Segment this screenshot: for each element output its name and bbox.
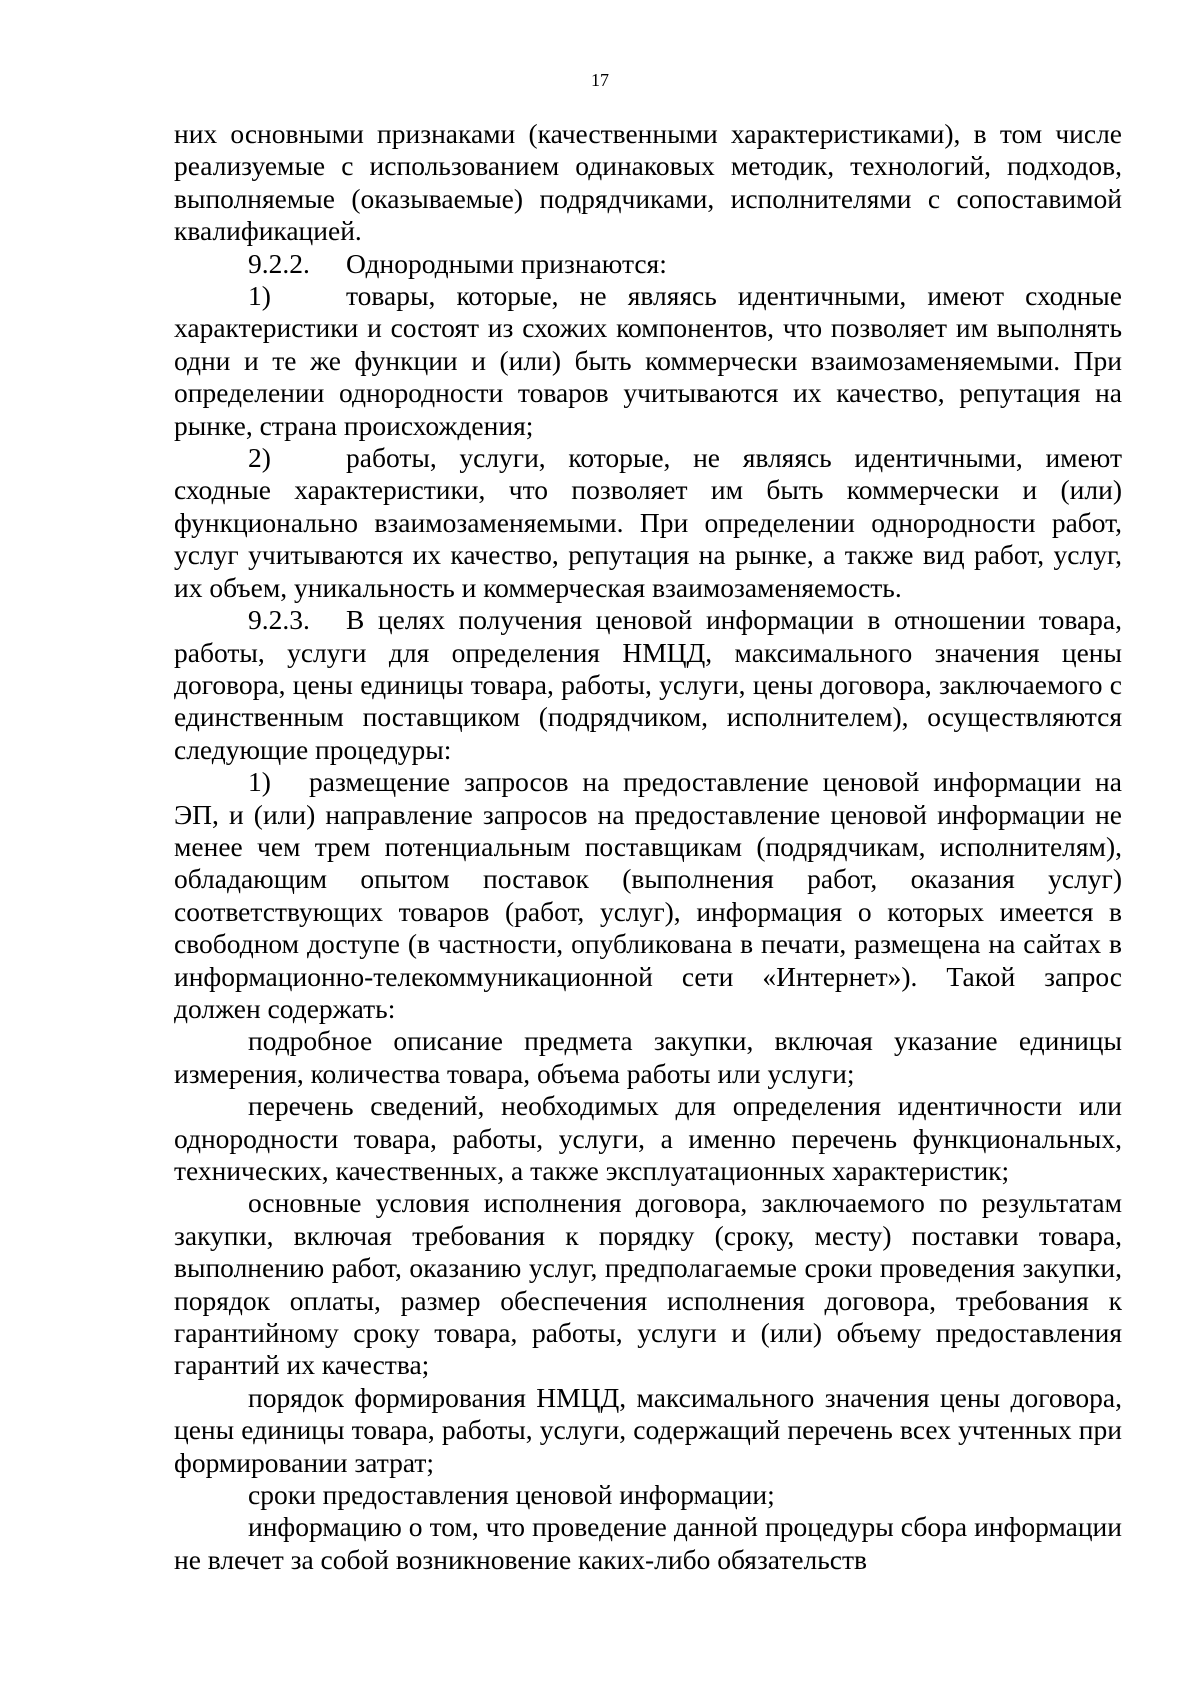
paragraph-text: основные условия исполнения договора, заключаемого по результатам закупки, включая требования к порядку (сроку, месту) поставки товара, выполнению работ, оказанию услуг, предполагаемые сроки проведения закупки, порядок оплаты, размер обеспечения исполнения договора, требования к гарантийному сроку товара, работы, услуги и (или) объему предоставления гарантий их качества; — [174, 1187, 1122, 1381]
paragraph — [174, 1025, 1122, 1090]
paragraph-text: них основными признаками (качественными характеристиками), в том числе реализуемые с использованием одинаковых методик, технологий, подходов, выполняемые (оказываемые) подрядчиками, исполнителями с сопоставимой квалификацией. — [174, 118, 1122, 247]
paragraph-clause-9-2-3 — [174, 604, 1122, 766]
list-item — [174, 442, 1122, 604]
paragraph-text: порядок формирования НМЦД, максимального значения цены договора, цены единицы товара, работы, услуги, содержащий перечень всех учтенных при формировании затрат; — [174, 1381, 1122, 1478]
page-number: 17 — [591, 70, 609, 90]
paragraph-text: товары, которые, не являясь идентичными, имеют сходные характеристики и состоят из схожих компонентов, что позволяет им выполнять одни и те же функции и (или) быть коммерчески взаимозаменяемыми. При определении однородности товаров учитываются их качество, репутация на рынке, страна происхождения; — [174, 280, 1122, 441]
list-item — [174, 280, 1122, 442]
list-item — [174, 766, 1122, 1025]
paragraph — [174, 1382, 1122, 1479]
document-body — [174, 118, 1122, 1576]
clause-number: 9.2.3. — [248, 604, 310, 636]
paragraph-text: работы, услуги, которые, не являясь идентичными, имеют сходные характеристики, что позволяет им быть коммерчески и (или) функционально взаимозаменяемыми. При определении однородности работ, услуг учитываются их качество, репутация на рынке, а также вид работ, услуг, их объем, уникальность и коммерческая взаимозаменяемость. — [174, 442, 1122, 603]
paragraph — [174, 1090, 1122, 1187]
paragraph — [174, 1187, 1122, 1381]
paragraph — [174, 118, 1122, 248]
paragraph-text: сроки предоставления ценовой информации; — [248, 1479, 775, 1511]
paragraph-text: подробное описание предмета закупки, включая указание единицы измерения, количества товара, объема работы или услуги; — [174, 1025, 1122, 1089]
list-marker: 2) — [248, 442, 271, 474]
paragraph-text: информацию о том, что проведение данной процедуры сбора информации не влечет за собой возникновение каких-либо обязательств — [174, 1511, 1122, 1575]
clause-number: 9.2.2. — [248, 247, 310, 279]
list-marker: 1) — [248, 280, 271, 312]
paragraph-text: Однородными признаются: — [346, 247, 667, 279]
paragraph-text: размещение запросов на предоставление ценовой информации на ЭП, и (или) направление запросов на предоставление ценовой информации не менее чем трем потенциальным поставщикам (подрядчикам, исполнителям), обладающим опытом поставок (выполнения работ, оказания услуг) соответствующих товаров (работ, услуг), информация о которых имеется в свободном доступе (в частности, опубликована в печати, размещена на сайтах в информационно-телекоммуникационной сети «Интернет»). Такой запрос должен содержать: — [174, 766, 1122, 1024]
paragraph — [174, 1511, 1122, 1576]
list-marker: 1) — [248, 766, 271, 798]
paragraph — [174, 1479, 1122, 1511]
paragraph-clause-9-2-2 — [174, 248, 1122, 280]
paragraph-text: В целях получения ценовой информации в отношении товара, работы, услуги для определения НМЦД, максимального значения цены договора, цены единицы товара, работы, услуги, цены договора, заключаемого с единственным поставщиком (подрядчиком, исполнителем), осуществляются следующие процедуры: — [174, 604, 1122, 765]
paragraph-text: перечень сведений, необходимых для определения идентичности или однородности товара, работы, услуги, а именно перечень функциональных, технических, качественных, а также эксплуатационных характеристик; — [174, 1090, 1122, 1186]
